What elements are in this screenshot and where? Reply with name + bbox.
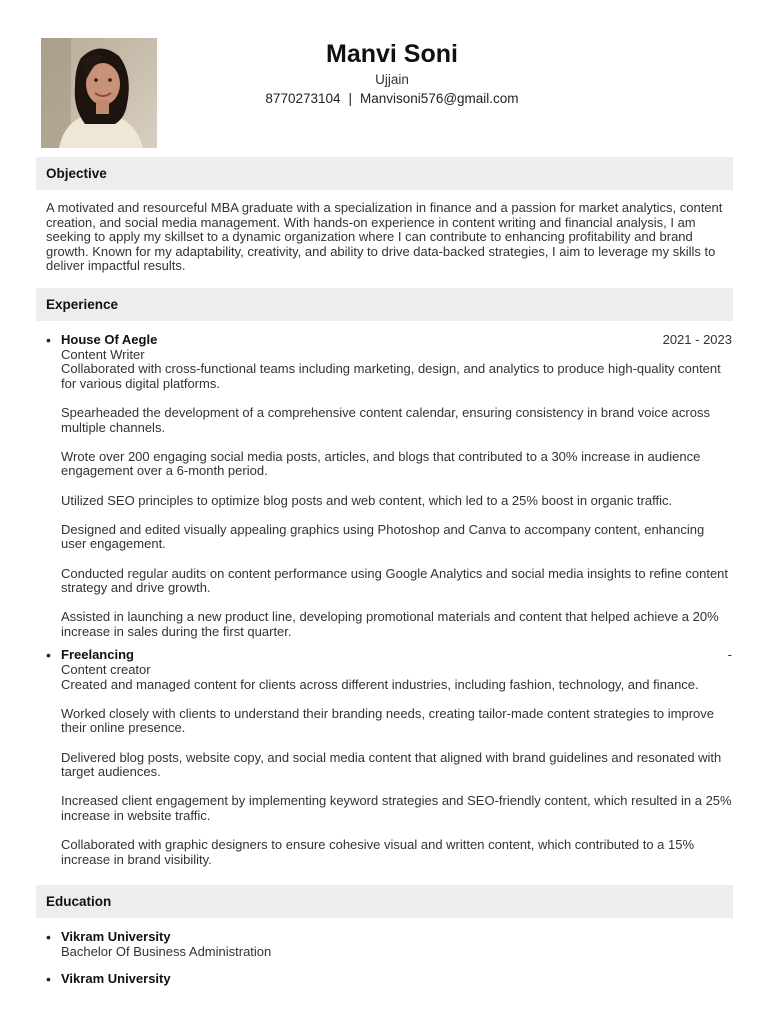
education-heading: Education — [36, 885, 733, 918]
objective-heading: Objective — [36, 157, 733, 190]
contact-separator: | — [348, 91, 353, 106]
email-address: Manvisoni576@gmail.com — [360, 91, 519, 106]
job-description: Conducted regular audits on content performance using Google Analytics and social media insights to refine content strategy and drive growth. — [61, 565, 729, 596]
job-description: Worked closely with clients to understand their branding needs, creating tailor-made content strategies to improve their online presence. — [61, 705, 714, 736]
contact-line — [16, 89, 768, 108]
resume-header — [0, 38, 768, 108]
employment-dates: 2021 - 2023 — [662, 332, 732, 347]
school-name: Vikram University — [61, 971, 171, 987]
education-item — [46, 972, 732, 987]
job-description: Collaborated with cross-functional teams including marketing, design, and analytics to produce high-quality content for various digital platforms. — [61, 361, 721, 391]
job-description: Designed and edited visually appealing graphics using Photoshop and Canva to accompany content, enhancing user engagement. — [61, 521, 705, 552]
objective-text: A motivated and resourceful MBA graduate with a specialization in finance and a passion for market analytics, content creation, and social media management. With hands-on experience in content writing and financial analysis, I am seeking to apply my skillset to a dynamic organization where I can contribute to enhancing profitability and brand growth. Known for my adaptability, creativity, and ability to drive data-backed strategies, I aim to leverage my skills to deliver impactful results. — [46, 200, 723, 274]
bullet-marker: • — [46, 332, 51, 348]
candidate-city: Ujjain — [375, 72, 409, 87]
job-description: Delivered blog posts, website copy, and social media content that aligned with brand guidelines and resonated with target audiences. — [61, 749, 722, 780]
bullet-marker: • — [46, 647, 51, 664]
bullet-marker: • — [46, 971, 51, 988]
job-description: Spearheaded the development of a comprehensive content calendar, ensuring consistency in brand voice across multiple channels. — [61, 404, 710, 435]
bullet-marker: • — [46, 929, 51, 945]
job-title: Content creator — [61, 662, 151, 678]
degree-name: Bachelor Of Business Administration — [61, 943, 272, 959]
phone-number: 8770273104 — [265, 91, 341, 106]
job-description: Created and managed content for clients across different industries, including fashion, technology, and finance. — [61, 676, 699, 692]
job-title: Content Writer — [61, 346, 145, 362]
candidate-name: Manvi Soni — [326, 40, 458, 68]
employment-dates: - — [727, 647, 732, 663]
education-list — [46, 930, 732, 987]
job-description: Wrote over 200 engaging social media posts, articles, and blogs that contributed to a 30% increase in audience engagement over a 6-month period. — [61, 448, 701, 479]
experience-list — [46, 333, 732, 867]
company-name: Freelancing — [61, 647, 134, 663]
experience-item — [46, 333, 732, 639]
job-description: Collaborated with graphic designers to ensure cohesive visual and written content, which contributed to a 15% increase in brand visibility. — [61, 837, 695, 867]
experience-heading: Experience — [36, 288, 733, 321]
job-description: Increased client engagement by implementing keyword strategies and SEO-friendly content, which resulted in a 25% increase in website traffic. — [61, 793, 732, 823]
company-name: House Of Aegle — [61, 332, 158, 347]
education-item — [46, 930, 732, 959]
job-description: Utilized SEO principles to optimize blog posts and web content, which led to a 25% boost in organic traffic. — [61, 492, 673, 508]
school-name: Vikram University — [61, 929, 171, 944]
job-description: Assisted in launching a new product line, developing promotional materials and content that helped achieve a 20% increase in sales during the first quarter. — [61, 609, 719, 639]
experience-item — [46, 648, 732, 867]
